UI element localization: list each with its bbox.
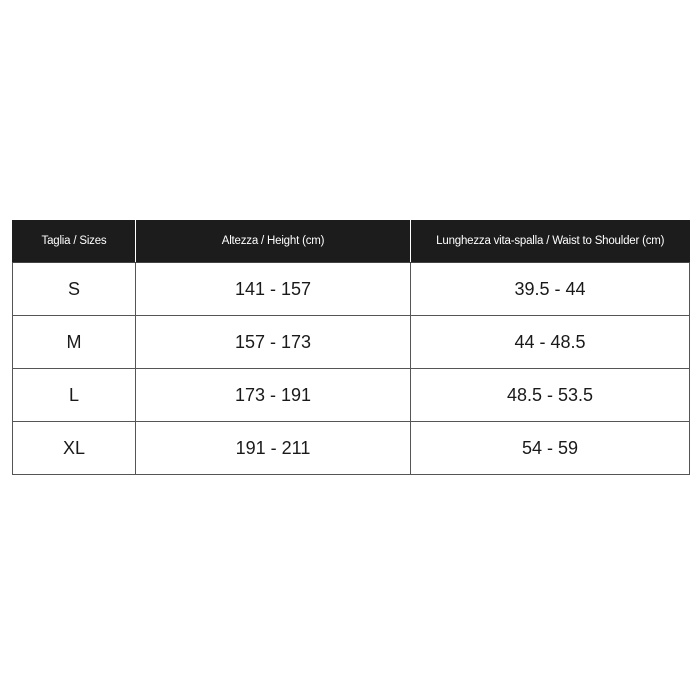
table-row <box>13 422 690 475</box>
header-row <box>13 220 690 263</box>
size-cell: M <box>13 316 136 369</box>
size-chart-table <box>12 220 690 475</box>
height-cell: 191 - 211 <box>136 422 411 475</box>
size-cell: L <box>13 369 136 422</box>
height-cell: 141 - 157 <box>136 263 411 316</box>
header-waist-to-shoulder: Lunghezza vita-spalla / Waist to Shoulder (cm) <box>411 220 690 263</box>
waist-to-shoulder-cell: 44 - 48.5 <box>411 316 690 369</box>
height-cell: 157 - 173 <box>136 316 411 369</box>
size-chart-header <box>13 220 690 263</box>
table-row <box>13 369 690 422</box>
header-height: Altezza / Height (cm) <box>136 220 411 263</box>
size-chart-body <box>13 263 690 475</box>
table-row <box>13 263 690 316</box>
header-size: Taglia / Sizes <box>13 220 136 263</box>
table-row <box>13 316 690 369</box>
height-cell: 173 - 191 <box>136 369 411 422</box>
waist-to-shoulder-cell: 39.5 - 44 <box>411 263 690 316</box>
size-cell: S <box>13 263 136 316</box>
waist-to-shoulder-cell: 48.5 - 53.5 <box>411 369 690 422</box>
waist-to-shoulder-cell: 54 - 59 <box>411 422 690 475</box>
size-cell: XL <box>13 422 136 475</box>
